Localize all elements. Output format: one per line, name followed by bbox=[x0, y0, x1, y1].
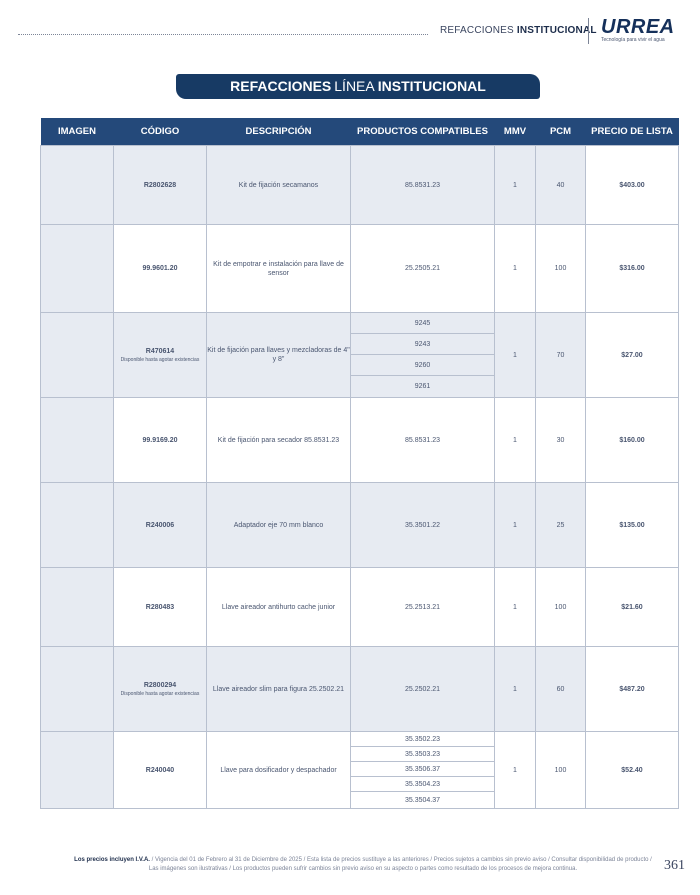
product-description: Llave aireador antihurto cache junior bbox=[207, 568, 351, 647]
parts-table bbox=[40, 118, 679, 809]
list-price: $27.00 bbox=[586, 313, 679, 398]
product-code-cell bbox=[114, 568, 207, 647]
product-code-cell bbox=[114, 398, 207, 483]
product-code: R2802628 bbox=[143, 181, 177, 189]
list-price: $160.00 bbox=[586, 398, 679, 483]
product-code: 99.9169.20 bbox=[142, 436, 178, 444]
header-divider bbox=[588, 18, 589, 44]
product-code: R280483 bbox=[145, 603, 175, 611]
list-price: $487.20 bbox=[586, 647, 679, 732]
product-image-cell bbox=[41, 225, 114, 313]
mmv-value: 1 bbox=[495, 146, 536, 225]
mmv-value: 1 bbox=[495, 568, 536, 647]
product-description: Llave para dosificador y despachador bbox=[207, 732, 351, 809]
product-description: Kit de fijación para secador 85.8531.23 bbox=[207, 398, 351, 483]
pcm-value: 25 bbox=[536, 483, 586, 568]
product-image-cell bbox=[41, 398, 114, 483]
list-price: $403.00 bbox=[586, 146, 679, 225]
compatible-product: 35.3502.23 bbox=[351, 732, 495, 747]
table-row bbox=[41, 398, 679, 483]
mmv-value: 1 bbox=[495, 225, 536, 313]
header-image: IMAGEN bbox=[41, 118, 114, 146]
header-dotted-line bbox=[18, 34, 428, 35]
compatible-product: 25.2505.21 bbox=[351, 225, 495, 313]
pcm-value: 100 bbox=[536, 732, 586, 809]
product-code-cell bbox=[114, 647, 207, 732]
brand-logo: URREA bbox=[601, 16, 675, 38]
availability-note: Disponible hasta agotar existencias bbox=[120, 356, 200, 363]
header-pcm: PCM bbox=[536, 118, 586, 146]
product-image-cell bbox=[41, 568, 114, 647]
table-header-row bbox=[41, 118, 679, 146]
list-price: $135.00 bbox=[586, 483, 679, 568]
compatible-product: 85.8531.23 bbox=[351, 398, 495, 483]
section-title: REFACCIONES INSTITUCIONAL bbox=[440, 25, 597, 36]
compatible-product: 9260 bbox=[351, 355, 495, 376]
header-mmv: MMV bbox=[495, 118, 536, 146]
product-image-cell bbox=[41, 146, 114, 225]
product-code-cell bbox=[114, 146, 207, 225]
compatible-product: 25.2513.21 bbox=[351, 568, 495, 647]
table-row bbox=[41, 647, 679, 732]
compatible-product: 25.2502.21 bbox=[351, 647, 495, 732]
pcm-value: 100 bbox=[536, 225, 586, 313]
compatible-product: 35.3504.23 bbox=[351, 777, 495, 792]
brand-tagline: Tecnología para vivir el agua bbox=[601, 37, 665, 43]
list-price: $21.60 bbox=[586, 568, 679, 647]
compatible-product: 85.8531.23 bbox=[351, 146, 495, 225]
product-image-cell bbox=[41, 647, 114, 732]
product-code: 99.9601.20 bbox=[142, 265, 178, 272]
mmv-value: 1 bbox=[495, 398, 536, 483]
product-code: R240006 bbox=[145, 521, 175, 529]
table-row bbox=[41, 225, 679, 313]
pcm-value: 70 bbox=[536, 313, 586, 398]
pcm-value: 60 bbox=[536, 647, 586, 732]
product-code-cell bbox=[114, 483, 207, 568]
table-row bbox=[41, 568, 679, 647]
header-code: CÓDIGO bbox=[114, 118, 207, 146]
product-image-cell bbox=[41, 483, 114, 568]
compatible-product: 9245 bbox=[351, 313, 495, 334]
product-description: Kit de empotrar e instalación para llave de sensor bbox=[207, 225, 351, 313]
compatible-product: 35.3501.22 bbox=[351, 483, 495, 568]
product-code: R240040 bbox=[145, 766, 175, 774]
compatible-product: 35.3504.37 bbox=[351, 792, 495, 809]
table-row bbox=[41, 483, 679, 568]
table-row bbox=[41, 732, 679, 747]
footer-notes: Los precios incluyen I.V.A. / Vigencia del 01 de Febrero al 31 de Diciembre de 2025 / Esta lista de precios sustituye a las anteriores / Precios sujetos a cambios sin previo aviso / Consultar disponibilidad de producto / Las imágenes son ilustrativas / Los productos pueden sufrir cambios sin previo aviso en su aspecto o partes como resultado de los procesos de mejora continua. bbox=[74, 857, 652, 872]
pcm-value: 40 bbox=[536, 146, 586, 225]
product-image-cell bbox=[41, 313, 114, 398]
product-image-cell bbox=[41, 732, 114, 809]
header-description: DESCRIPCIÓN bbox=[207, 118, 351, 146]
compatible-product: 35.3503.23 bbox=[351, 747, 495, 762]
page-number: 361 bbox=[664, 858, 685, 873]
product-code-cell bbox=[114, 313, 207, 398]
product-description: Kit de fijación para llaves y mezcladoras de 4" y 8" bbox=[207, 313, 351, 398]
product-description: Llave aireador slim para figura 25.2502.21 bbox=[207, 647, 351, 732]
product-description: Adaptador eje 70 mm blanco bbox=[207, 483, 351, 568]
pcm-value: 30 bbox=[536, 398, 586, 483]
header-compatible-products: PRODUCTOS COMPATIBLES bbox=[351, 118, 495, 146]
product-code-cell bbox=[114, 732, 207, 809]
list-price: $52.40 bbox=[586, 732, 679, 809]
mmv-value: 1 bbox=[495, 647, 536, 732]
table-row bbox=[41, 146, 679, 225]
compatible-product: 9243 bbox=[351, 334, 495, 355]
availability-note: Disponible hasta agotar existencias bbox=[120, 690, 200, 697]
product-code: R2800294 bbox=[143, 681, 177, 689]
product-code: R470614 bbox=[145, 347, 175, 355]
compatible-product: 35.3506.37 bbox=[351, 762, 495, 777]
table-row bbox=[41, 313, 679, 334]
product-code-cell bbox=[114, 225, 207, 313]
mmv-value: 1 bbox=[495, 732, 536, 809]
page-title: REFACCIONES LÍNEA INSTITUCIONAL bbox=[176, 74, 540, 99]
mmv-value: 1 bbox=[495, 483, 536, 568]
list-price: $316.00 bbox=[586, 225, 679, 313]
compatible-product: 9261 bbox=[351, 376, 495, 398]
pcm-value: 100 bbox=[536, 568, 586, 647]
header-list-price: PRECIO DE LISTA bbox=[586, 118, 679, 146]
product-description: Kit de fijación secamanos bbox=[207, 146, 351, 225]
mmv-value: 1 bbox=[495, 313, 536, 398]
